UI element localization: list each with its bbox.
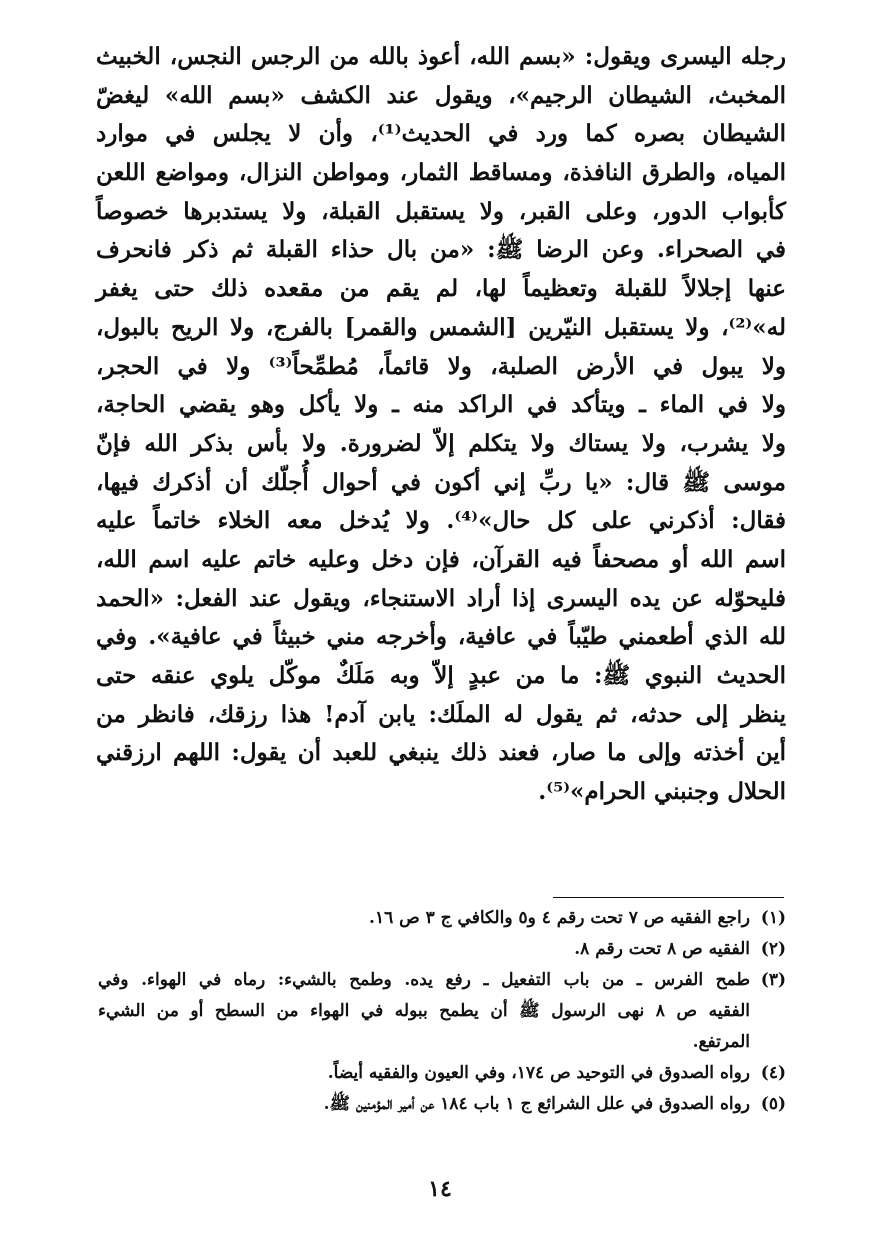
footnote-line: رواه الصدوق في علل الشرائع ج ١ باب ١٨٤ عن أمير المؤمنين ﷺ. [323, 1094, 750, 1114]
footnotes [98, 903, 786, 1120]
body-line: المياه، والطرق النافذة، ومساقط الثمار، ومواطن النزال، ومواضع اللعن [96, 159, 786, 187]
footnote-number: (٥) [760, 1094, 786, 1114]
footnote-item [98, 965, 786, 1058]
body-line: الشيطان بصره كما ورد في الحديث⁽¹⁾، وأن لا يجلس في موارد [96, 120, 786, 148]
footnote-number: (١) [760, 908, 786, 928]
page-number: ١٤ [428, 1176, 452, 1202]
footnote-item [98, 903, 786, 934]
body-line: الحديث النبوي ﷺ: ما من عبدٍ إلاّ وبه مَلَكٌ موكّل يلوي عنقه حتى [96, 662, 786, 689]
body-line: موسى ﷺ قال: «يا ربِّ إني أكون في أحوال أُجلّك أن أذكرك فيها، [96, 468, 786, 496]
body-line: فليحوّله عن يده اليسرى إذا أراد الاستنجاء، ويقول عند الفعل: «الحمد [96, 584, 786, 612]
body-line: الحلال وجنبني الحرام»⁽⁵⁾. [538, 778, 786, 806]
footnote-text [98, 903, 750, 934]
footnote-item [98, 1058, 786, 1089]
footnote-line: طمح الفرس ـ من باب التفعيل ـ رفع يده. وطمح بالشيء: رماه في الهواء. وفي [98, 970, 750, 990]
body-line: عنها إجلالاً للقبلة وتعظيماً لها، لم يقم من مقعده ذلك حتى يغفر [96, 275, 786, 303]
body-line: اسم الله أو مصحفاً فيه القرآن، فإن دخل وعليه خاتم عليه اسم الله، [96, 545, 786, 573]
footnote-item [98, 1089, 786, 1120]
footnote-item [98, 934, 786, 965]
footnote-text [98, 965, 750, 1058]
footnote-divider [553, 897, 784, 898]
body-line: ولا يشرب، ولا يستاك ولا يتكلم إلاّ لضرورة. ولا بأس بذكر الله فإنّ [96, 429, 786, 457]
body-line: له»⁽²⁾، ولا يستقبل النيّرين [الشمس والقمر] بالفرج، ولا الريح بالبول، [96, 313, 786, 341]
footnote-text [98, 1089, 750, 1120]
body-line: في الصحراء. وعن الرضا ﷺ: «من بال حذاء القبلة ثم ذكر فانحرف [96, 236, 786, 264]
footnote-line: الفقيه ص ٨ تحت رقم ٨. [574, 939, 750, 959]
body-line: أين أخذته وإلى ما صار، فعند ذلك ينبغي للعبد أن يقول: اللهم ارزقني [96, 739, 786, 767]
footnote-line: راجع الفقيه ص ٧ تحت رقم ٤ و٥ والكافي ج ٣ ص ١٦. [369, 908, 750, 928]
body-line: ولا يبول في الأرض الصلبة، ولا قائماً، مُطمِّحاً⁽³⁾ ولا في الحجر، [96, 352, 787, 380]
footnote-text [98, 1058, 750, 1089]
body-line: فقال: أذكرني على كل حال»⁽⁴⁾. ولا يُدخل معه الخلاء خاتماً عليه [96, 507, 786, 535]
body-line: ينظر إلى حدثه، ثم يقول له الملَك: يابن آدم! هذا رزقك، فانظر من [96, 700, 786, 728]
footnote-line: الفقيه ص ٨ نهى الرسول ﷺ أن يطمح ببوله في الهواء من السطح أو من الشيء [98, 1001, 750, 1021]
footnote-number: (٣) [760, 970, 786, 990]
body-line: لله الذي أطعمني طيّباً في عافية، وأخرجه مني خبيثاً في عافية». وفي [96, 623, 786, 651]
main-body-text [96, 38, 786, 812]
footnote-line: المرتفع. [692, 1032, 750, 1052]
body-line: ولا في الماء ـ ويتأكد في الراكد منه ـ ولا يأكل وهو يقضي الحاجة، [96, 391, 786, 419]
body-line: كأبواب الدور، وعلى القبر، ولا يستقبل القبلة، ولا يستدبرها خصوصاً [96, 197, 786, 225]
body-line: رجله اليسرى ويقول: «بسم الله، أعوذ بالله من الرجس النجس، الخبيث [96, 43, 786, 70]
footnote-number: (٤) [760, 1063, 786, 1083]
body-line: المخبث، الشيطان الرجيم»، ويقول عند الكشف «بسم الله» ليغضّ [96, 81, 786, 109]
footnote-text [98, 934, 750, 965]
footnote-line: رواه الصدوق في التوحيد ص ١٧٤، وفي العيون والفقيه أيضاً. [327, 1063, 750, 1083]
footnote-number: (٢) [760, 939, 786, 959]
